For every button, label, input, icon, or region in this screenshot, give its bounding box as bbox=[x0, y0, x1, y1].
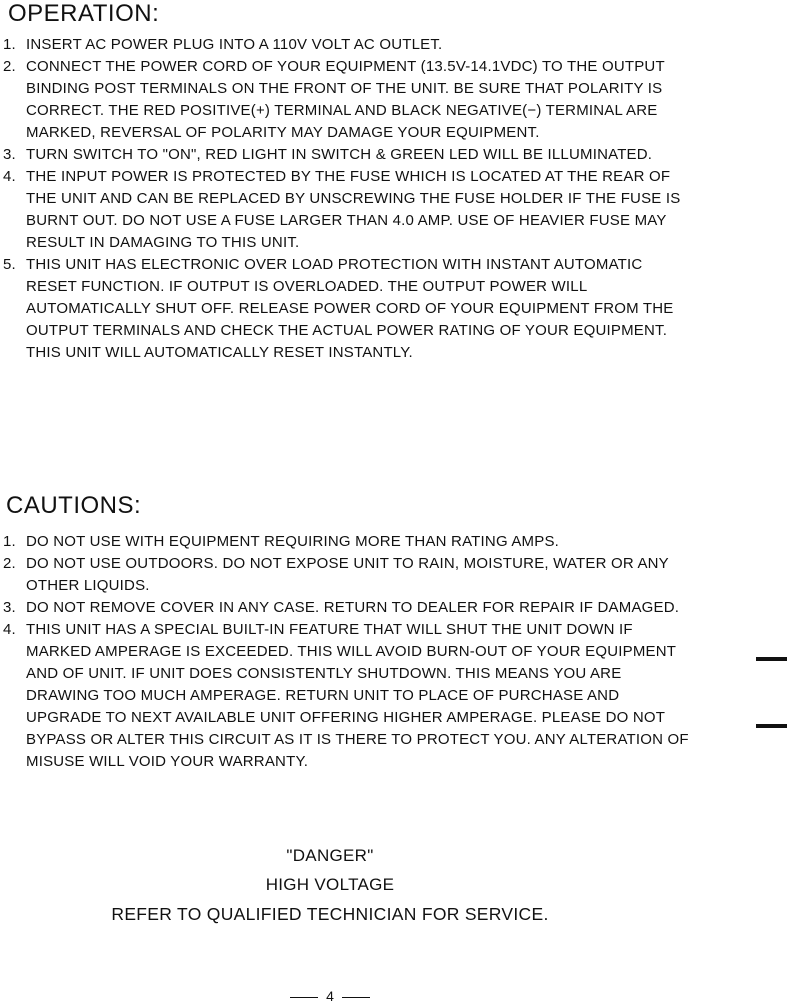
cautions-heading: CAUTIONS: bbox=[6, 492, 142, 519]
item-text: CONNECT THE POWER CORD OF YOUR EQUIPMENT (13.5V-14.1VDC) TO THE OUTPUT BINDING POST TERMINALS ON THE FRONT OF THE UNIT. BE SURE THAT POLARITY IS CORRECT. THE RED POSITIVE(+) TERMINAL AND BLACK NEGATIVE(−) TERMINAL ARE MARKED, REVERSAL OF POLARITY MAY DAMAGE YOUR EQUIPMENT. bbox=[26, 58, 665, 141]
item-number: 1. bbox=[3, 36, 16, 53]
operation-item-1 bbox=[0, 34, 690, 56]
operation-item-4 bbox=[0, 166, 690, 254]
item-number: 3. bbox=[3, 599, 16, 616]
operation-item-3 bbox=[0, 144, 690, 166]
caution-item-2 bbox=[0, 553, 690, 597]
item-number: 3. bbox=[3, 146, 16, 163]
item-text: THIS UNIT HAS A SPECIAL BUILT-IN FEATURE THAT WILL SHUT THE UNIT DOWN IF MARKED AMPERAGE IS EXCEEDED. THIS WILL AVOID BURN-OUT OF YOUR EQUIPMENT AND OF UNIT. IF UNIT DOES CONSISTENTLY SHUTDOWN. THIS MEANS YOU ARE DRAWING TOO MUCH AMPERAGE. RETURN UNIT TO PLACE OF PURCHASE AND UPGRADE TO NEXT AVAILABLE UNIT OFFERING HIGHER AMPERAGE. PLEASE DO NOT BYPASS OR ALTER THIS CIRCUIT AS IT IS THERE TO PROTECT YOU. ANY ALTERATION OF MISUSE WILL VOID YOUR WARRANTY. bbox=[26, 621, 689, 770]
page-number bbox=[0, 988, 660, 1004]
item-text: INSERT AC POWER PLUG INTO A 110V VOLT AC OUTLET. bbox=[26, 36, 443, 53]
operation-list bbox=[0, 34, 690, 364]
page-number-value: 4 bbox=[326, 988, 334, 1004]
item-text: DO NOT USE WITH EQUIPMENT REQUIRING MORE THAN RATING AMPS. bbox=[26, 533, 560, 550]
dash-divider bbox=[342, 997, 370, 998]
operation-heading: OPERATION: bbox=[8, 0, 160, 27]
cautions-list bbox=[0, 531, 690, 773]
item-number: 4. bbox=[3, 168, 16, 185]
item-number: 1. bbox=[3, 533, 16, 550]
operation-item-2 bbox=[0, 56, 690, 144]
item-text: DO NOT REMOVE COVER IN ANY CASE. RETURN TO DEALER FOR REPAIR IF DAMAGED. bbox=[26, 599, 680, 616]
operation-item-5 bbox=[0, 254, 690, 364]
item-number: 4. bbox=[3, 621, 16, 638]
item-text: DO NOT USE OUTDOORS. DO NOT EXPOSE UNIT TO RAIN, MOISTURE, WATER OR ANY OTHER LIQUIDS. bbox=[26, 555, 669, 594]
item-number: 2. bbox=[3, 58, 16, 75]
item-text: THIS UNIT HAS ELECTRONIC OVER LOAD PROTECTION WITH INSTANT AUTOMATIC RESET FUNCTION. IF OUTPUT IS OVERLOADED. THE OUTPUT POWER WILL AUTOMATICALLY SHUT OFF. RELEASE POWER CORD OF YOUR EQUIPMENT FROM THE OUTPUT TERMINALS AND CHECK THE ACTUAL POWER RATING OF YOUR EQUIPMENT. THIS UNIT WILL AUTOMATICALLY RESET INSTANTLY. bbox=[26, 256, 674, 361]
service-notice: REFER TO QUALIFIED TECHNICIAN FOR SERVICE. bbox=[111, 904, 549, 924]
caution-item-4 bbox=[0, 619, 690, 773]
caution-item-1 bbox=[0, 531, 690, 553]
margin-mark bbox=[756, 657, 787, 661]
dash-divider bbox=[290, 997, 318, 998]
margin-mark bbox=[756, 724, 787, 728]
danger-notice: "DANGER" bbox=[286, 846, 374, 865]
item-number: 2. bbox=[3, 555, 16, 572]
caution-item-3 bbox=[0, 597, 690, 619]
item-text: TURN SWITCH TO "ON", RED LIGHT IN SWITCH & GREEN LED WILL BE ILLUMINATED. bbox=[26, 146, 653, 163]
item-number: 5. bbox=[3, 256, 16, 273]
item-text: THE INPUT POWER IS PROTECTED BY THE FUSE WHICH IS LOCATED AT THE REAR OF THE UNIT AND CAN BE REPLACED BY UNSCREWING THE FUSE HOLDER IF THE FUSE IS BURNT OUT. DO NOT USE A FUSE LARGER THAN 4.0 AMP. USE OF HEAVIER FUSE MAY RESULT IN DAMAGING TO THIS UNIT. bbox=[26, 168, 681, 251]
high-voltage-notice: HIGH VOLTAGE bbox=[265, 875, 395, 894]
